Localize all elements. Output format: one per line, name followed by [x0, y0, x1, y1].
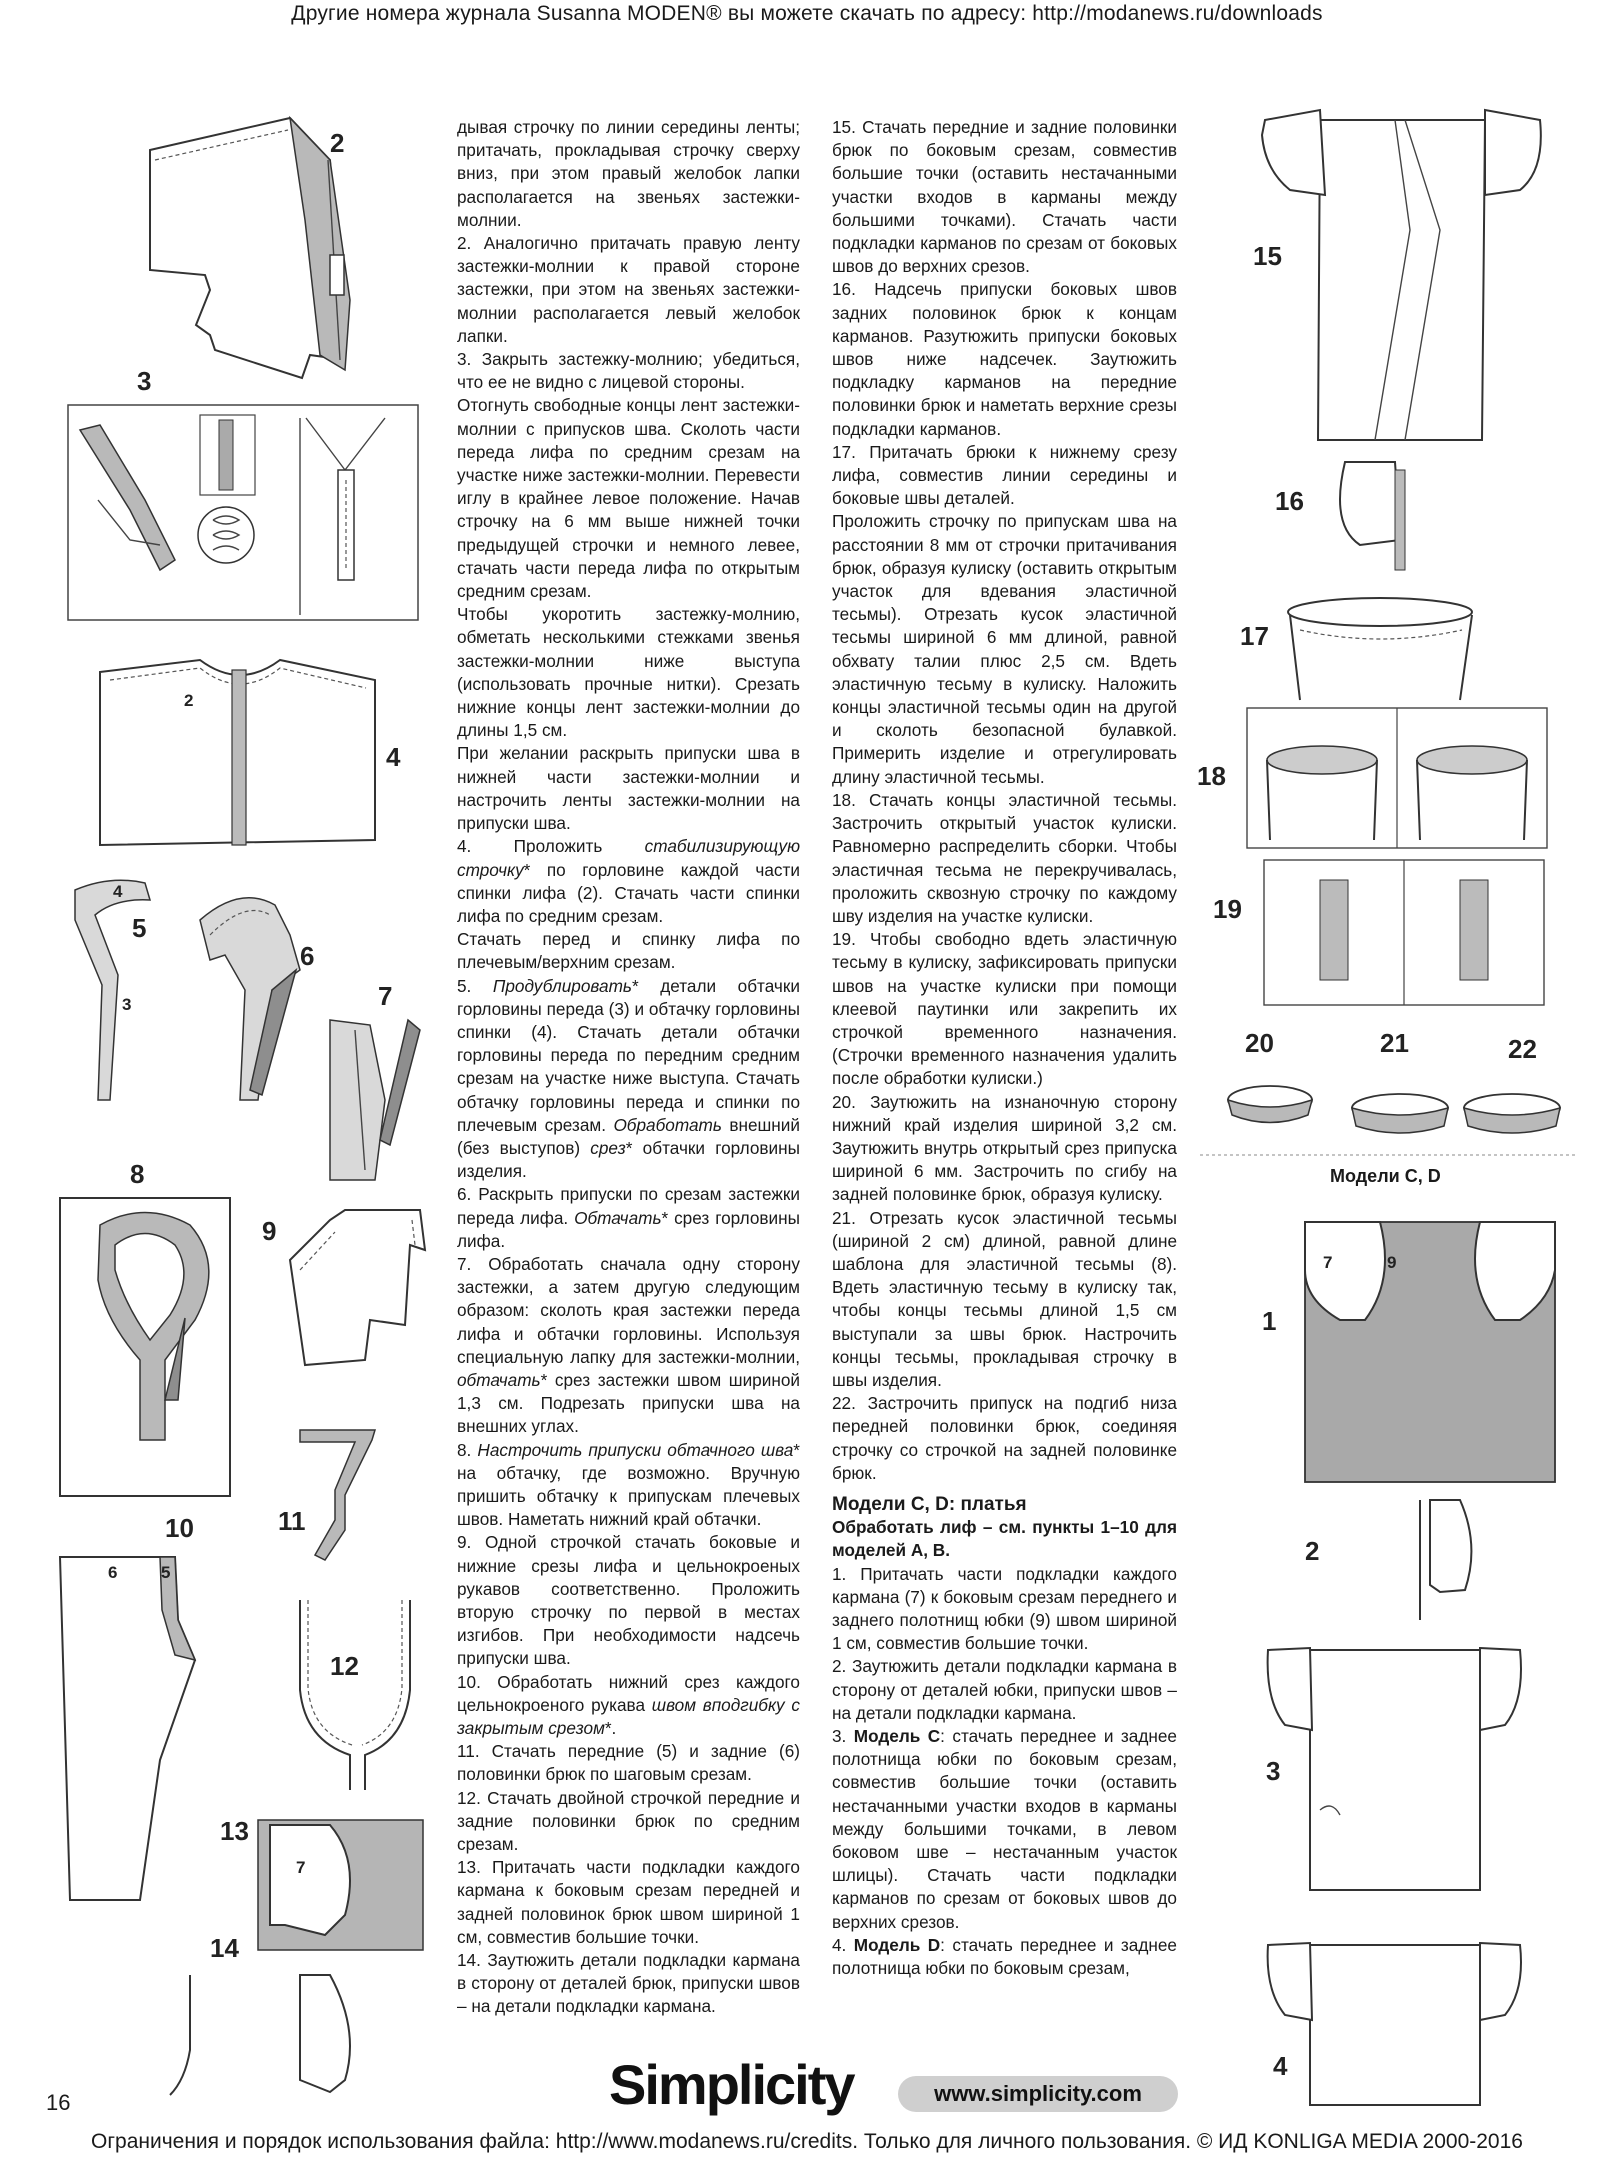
paragraph: 21. Отрезать кусок эластичной тесьмы (шириной 2 см) длиной, равной длине шаблона для эластичной тесьмы (8). Вдеть эластичную тесьму в кулиску так, чтобы концы тесьмы длиной 1,5 см выступали за швы брюк. Настрочить концы тесьмы, прокладывая строчку в швы изделия. — [832, 1207, 1177, 1390]
paragraph: 7. Обработать сначала одну сторону застежки, а затем другую следующим образом: сколоть края застежки переда лифа и обтачки горловины. Используя специальную лапку для застежки-молнии, обтачать* срез застежки швом шириной 1,3 см. Подрезать припуски шва на внешних углах. — [457, 1253, 800, 1437]
paragraph: 12. Стачать двойной строчкой передние и задние половинки брюк по средним срезам. — [457, 1787, 800, 1855]
paragraph: Стачать перед и спинку лифа по плечевым/верхним срезам. — [457, 929, 800, 973]
figure-label: 3 — [1266, 1756, 1281, 1786]
figure-label: 8 — [130, 1159, 145, 1189]
models-cd-figure-3 — [1266, 1648, 1521, 1890]
figure-label: 2 — [330, 128, 345, 158]
section-subheading: Обработать лиф – см. пункты 1–10 для моделей А, В. — [832, 1517, 1177, 1561]
paragraph: 8. Настрочить припуски обтачного шва* на обтачку, где возможно. Вручную пришить обтачку к припускам плечевых швов. Наметать нижний край обтачки. — [457, 1439, 800, 1530]
paragraph: 2. Заутюжить детали подкладки кармана в сторону от деталей юбки, припуски швов – на детали подкладки кармана. — [832, 1656, 1177, 1723]
figure-2-zipper-insert — [150, 118, 350, 378]
simplicity-url[interactable]: www.simplicity.com — [898, 2076, 1178, 2112]
paragraph: 16. Надсечь припуски боковых швов задних половинок брюк к концам карманов. Разутюжить припуски боковых швов ниже надсечек. Заутюжить подкладку карманов на передние половинки брюк и наметать верхние срезы подкладки карманов. — [832, 279, 1177, 439]
figure-label: 4 — [1273, 2051, 1288, 2081]
instructions-column-2 — [832, 116, 1177, 1980]
paragraph: 22. Застрочить припуск на подгиб низа передней половинки брюк, соединяя строчку со строчкой на задней половинке брюк. — [832, 1393, 1177, 1483]
figure-17-waist-join — [1240, 598, 1472, 700]
piece-label: 3 — [122, 995, 132, 1014]
figure-label: 15 — [1253, 241, 1282, 271]
models-cd-figure-2 — [1305, 1500, 1471, 1620]
paragraph: При желании раскрыть припуски шва в нижней части застежки-молнии и настрочить ленты застежки-молнии на припуски шва. — [457, 743, 800, 834]
figure-3-zipper-closeup — [68, 366, 418, 620]
figure-label: 11 — [278, 1506, 306, 1536]
paragraph: 20. Заутюжить на изнаночную сторону нижний край изделия шириной 3,2 см. Заутюжить внутрь открытый срез припуска шириной 6 мм. Застрочить по сгибу на задней половинке брюк, образуя кулиску. — [832, 1091, 1177, 1205]
models-cd-figure-4 — [1268, 1943, 1521, 2105]
paragraph: 4. Проложить стабилизирующую строчку* по горловине каждой части спинки лифа (2). Стачать части спинки лифа по средним срезам. — [457, 836, 800, 926]
figure-label: 7 — [378, 981, 393, 1011]
figure-label: 19 — [1213, 894, 1242, 924]
models-cd-title: Модели C, D — [1330, 1166, 1441, 1186]
figure-label: 3 — [137, 366, 152, 396]
paragraph: 15. Стачать передние и задние половинки брюк по боковым срезам, совместив большие точки (оставить нестачанными участки входов в карманы между большими точками). Стачать части подкладки карманов по срезам от боковых швов до верхних срезов. — [832, 117, 1177, 277]
figure-11-crotch-seam — [278, 1430, 375, 1560]
piece-label: 5 — [161, 1563, 171, 1582]
paragraph: 17. Притачать брюки к нижнему срезу лифа, совместив линии середины и боковые швы деталей. — [832, 441, 1177, 509]
figures-20-22-hem — [1200, 1028, 1575, 1155]
figure-16-pocket-seam — [1275, 462, 1405, 570]
paragraph: Проложить строчку по припускам шва на расстоянии 8 мм от строчки притачивания брюк, образуя кулиску (оставить открытым участок для вдевания эластичной тесьмы). Отрезать кусок эластичной тесьмы шириной 6 мм длиной, равной обхвату талии плюс 2,5 см. Вдеть эластичную тесьму в кулиску. Наложить концы эластичной тесьмы один на другой и сколоть безопасной булавкой. Примерить изделие и отрегулировать длину эластичной тесьмы. — [832, 511, 1177, 787]
section-heading: Модели C, D: платья — [832, 1493, 1027, 1515]
figure-label: 16 — [1275, 486, 1304, 516]
download-notice: Другие номера журнала Susanna MODEN® вы можете скачать по адресу: http://modanews.ru/downloads — [291, 2, 1323, 25]
piece-label: 2 — [184, 691, 194, 710]
paragraph: 11. Стачать передние (5) и задние (6) половинки брюк по шаговым срезам. — [457, 1741, 800, 1785]
figure-label: 12 — [330, 1651, 359, 1681]
figure-18-elastic-casing — [1197, 708, 1547, 848]
figure-6-facing-attached — [200, 898, 314, 1100]
paragraph: 18. Стачать концы эластичной тесьмы. Застрочить открытый участок кулиски. Равномерно распределить сборки. Чтобы эластичная тесьма не перекручивалась, проложить сквозную строчку по каждому шву изделия на участке кулиски. — [832, 789, 1177, 926]
figure-label: 21 — [1380, 1028, 1409, 1058]
figure-13-pocket-lining — [220, 1816, 423, 1950]
paragraph: 4. Модель D: стачать переднее и заднее полотнища юбки по боковым срезам, — [832, 1934, 1177, 1979]
figure-label: 10 — [165, 1513, 194, 1543]
paragraph: 3. Модель С: стачать переднее и заднее полотнища юбки по боковым срезам, совместив большие точки (оставить нестачанными участки входов в карманы между большими точками, в левом боковом шве – нестачанным участок шлицы). Стачать части подкладки карманов по срезам от боковых швов до верхних срезов. — [832, 1726, 1177, 1932]
figure-19-seam-allowances — [1213, 860, 1544, 1005]
piece-label: 4 — [113, 882, 123, 901]
figure-7-zipper-facing — [330, 981, 420, 1180]
figure-4-bodice-back — [100, 660, 401, 845]
paragraph: Чтобы укоротить застежку-молнию, обметать несколькими стежками звенья застежки-молнии ниже выступа (использовать прочные нитки). Срезать нижние концы лент застежки-молнии до длины 1,5 см. — [457, 604, 800, 741]
figure-10-trousers — [60, 1513, 195, 1900]
piece-label: 9 — [1387, 1253, 1397, 1272]
figure-label: 20 — [1245, 1028, 1274, 1058]
figure-8-neck-facing — [60, 1159, 230, 1496]
paragraph: 3. Закрыть застежку-молнию; убедиться, что ее не видно с лицевой стороны. — [457, 349, 800, 393]
paragraph: 1. Притачать части подкладки каждого кармана (7) к боковым срезам переднего и заднего полотнищ юбки (9) швом шириной 1 см, совместив большие точки. — [832, 1563, 1177, 1654]
paragraph: 14. Заутюжить детали подкладки кармана в сторону от деталей брюк, припуски швов – на детали подкладки кармана. — [457, 1950, 800, 2017]
paragraph: 10. Обработать нижний срез каждого цельнокроеного рукава швом вподгибку с закрытым срезом*. — [457, 1671, 800, 1739]
figure-label: 14 — [210, 1933, 239, 1963]
simplicity-logo: Simplicity — [609, 2053, 854, 2116]
figure-14-pocket-pressed — [170, 1933, 350, 2095]
paragraph: 19. Чтобы свободно вдеть эластичную тесьму в кулиску, зафиксировать припуски швов на участке кулиски при помощи клеевой паутинки или закрепить их строчкой временного назначения. (Строчки временного назначения удалить после обработки кулиски.) — [832, 929, 1177, 1089]
piece-label: 7 — [296, 1858, 306, 1877]
paragraph: 6. Раскрыть припуски по срезам застежки переда лифа. Обтачать* срез горловины лифа. — [457, 1184, 800, 1251]
instructions-column-1 — [457, 116, 800, 2019]
figure-12-double-stitch — [300, 1600, 410, 1790]
figure-label: 17 — [1240, 621, 1269, 651]
figure-15-side-seams — [1253, 110, 1541, 440]
piece-label: 7 — [1323, 1253, 1333, 1272]
paragraph: 5. Продублировать* детали обтачки горловины переда (3) и обтачку горловины спинки (4). Стачать детали обтачки горловины переда по передним средним срезам на участке ниже выступа. Стачать обтачку горловины переда и спинки по плечевым срезам. Обработать внешний (без выступов) срез* обтачки горловины изделия. — [457, 975, 800, 1182]
figure-label: 4 — [386, 742, 401, 772]
figure-5-facing — [75, 880, 150, 1100]
figure-label: 22 — [1508, 1034, 1537, 1064]
figure-label: 13 — [220, 1816, 249, 1846]
page-number: 16 — [46, 2090, 71, 2115]
models-cd-figure-1 — [1262, 1222, 1555, 1482]
figure-label: 9 — [262, 1216, 277, 1246]
paragraph: 13. Притачать части подкладки каждого кармана к боковым срезам передней и задней половинок брюк швом шириной 1 см, совместив большие точки. — [457, 1857, 800, 1947]
paragraph: 9. Одной строчкой стачать боковые и нижние срезы лифа и цельнокроеных рукавов соответственно. Проложить вторую строчку по первой в местах изгибов. При необходимости надсечь припуски шва. — [457, 1532, 800, 1669]
figure-label: 5 — [132, 913, 147, 943]
figure-label: 18 — [1197, 761, 1226, 791]
paragraph: 2. Аналогично притачать правую ленту застежки-молнии к правой стороне застежки, при этом на звеньях застежки-молнии располагается левый желобок лапки. — [457, 233, 800, 346]
usage-notice: Ограничения и порядок использования файла: http://www.modanews.ru/credits. Только для личного пользования. © ИД KONLIGA MEDIA 2000-2016 — [91, 2130, 1523, 2153]
piece-label: 6 — [108, 1563, 118, 1582]
paragraph: дывая строчку по линии середины ленты; притачать, прокладывая строчку сверху вниз, при этом правый желобок лапки располагается на звеньях застежки-молнии. — [457, 117, 800, 230]
figure-9-side-seams — [262, 1210, 425, 1365]
figure-label: 2 — [1305, 1536, 1320, 1566]
figure-label: 6 — [300, 941, 315, 971]
paragraph: Отогнуть свободные концы лент застежки-молнии с припусков шва. Сколоть части переда лифа по средним срезам на участке ниже застежки-молнии. Перевести иглу в крайнее левое положение. Начав строчку на 6 мм выше нижней точки предыдущей строчки и немного левее, стачать части переда лифа по открытым средним срезам. — [457, 395, 800, 602]
figure-label: 1 — [1262, 1306, 1277, 1336]
